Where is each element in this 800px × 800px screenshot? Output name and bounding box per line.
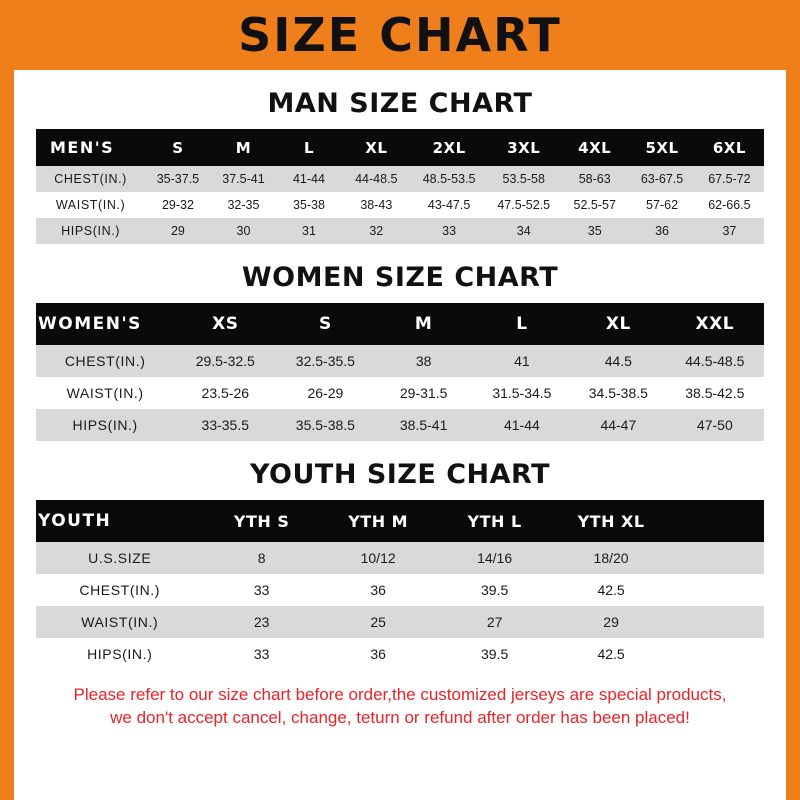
cell: 43-47.5 bbox=[411, 192, 487, 218]
women-size-table-wrap bbox=[14, 303, 786, 441]
cell: 33 bbox=[203, 574, 319, 606]
section-title-man: MAN SIZE CHART bbox=[267, 88, 533, 119]
table-row bbox=[36, 606, 764, 638]
cell: 29 bbox=[553, 606, 669, 638]
man-size-table bbox=[36, 129, 764, 244]
cell: 29 bbox=[145, 218, 211, 244]
table-row bbox=[36, 377, 764, 409]
col-header: XL bbox=[342, 129, 411, 166]
cell: 29-32 bbox=[145, 192, 211, 218]
footer-line-2: we don't accept cancel, change, teturn or refund after order has been placed! bbox=[110, 707, 690, 727]
table-row bbox=[36, 542, 764, 574]
cell: 44.5-48.5 bbox=[666, 345, 764, 377]
row-label: WAIST(IN.) bbox=[36, 377, 174, 409]
cell: 35-37.5 bbox=[145, 166, 211, 192]
cell: 18/20 bbox=[553, 542, 669, 574]
cell: 35-38 bbox=[276, 192, 342, 218]
row-label: WAIST(IN.) bbox=[36, 606, 203, 638]
col-header: YTH XL bbox=[553, 500, 669, 542]
section-title-youth: YOUTH SIZE CHART bbox=[249, 459, 551, 490]
cell: 62-66.5 bbox=[695, 192, 764, 218]
cell: 37.5-41 bbox=[211, 166, 277, 192]
cell: 36 bbox=[629, 218, 695, 244]
cell: 34 bbox=[487, 218, 560, 244]
cell: 41-44 bbox=[473, 409, 571, 441]
cell: 27 bbox=[436, 606, 552, 638]
col-header: XXL bbox=[666, 303, 764, 345]
table-row bbox=[36, 345, 764, 377]
col-header: 3XL bbox=[487, 129, 560, 166]
col-header: L bbox=[276, 129, 342, 166]
col-header: M bbox=[375, 303, 473, 345]
col-header: S bbox=[276, 303, 374, 345]
footer-disclaimer bbox=[14, 684, 786, 730]
col-header: WOMEN'S bbox=[36, 303, 174, 345]
row-label: CHEST(IN.) bbox=[36, 166, 145, 192]
row-label: WAIST(IN.) bbox=[36, 192, 145, 218]
col-header: YTH L bbox=[436, 500, 552, 542]
cell: 57-62 bbox=[629, 192, 695, 218]
col-header: 5XL bbox=[629, 129, 695, 166]
cell: 47-50 bbox=[666, 409, 764, 441]
youth-size-table-wrap bbox=[14, 500, 786, 670]
footer-line-1: Please refer to our size chart before order,the customized jerseys are special products, bbox=[73, 685, 727, 704]
page-banner bbox=[0, 0, 800, 70]
women-size-table bbox=[36, 303, 764, 441]
cell: 39.5 bbox=[436, 574, 552, 606]
cell: 58-63 bbox=[560, 166, 629, 192]
col-header: YTH M bbox=[320, 500, 436, 542]
table-row bbox=[36, 638, 764, 670]
cell: 35 bbox=[560, 218, 629, 244]
cell: 44-48.5 bbox=[342, 166, 411, 192]
cell-spacer bbox=[669, 574, 764, 606]
cell: 31.5-34.5 bbox=[473, 377, 571, 409]
cell: 33 bbox=[411, 218, 487, 244]
col-header: YTH S bbox=[203, 500, 319, 542]
row-label: CHEST(IN.) bbox=[36, 345, 174, 377]
cell: 33-35.5 bbox=[174, 409, 276, 441]
cell: 32.5-35.5 bbox=[276, 345, 374, 377]
cell: 23 bbox=[203, 606, 319, 638]
cell: 30 bbox=[211, 218, 277, 244]
col-header: XL bbox=[571, 303, 666, 345]
cell: 41-44 bbox=[276, 166, 342, 192]
man-size-table-wrap bbox=[14, 129, 786, 244]
page-title: SIZE CHART bbox=[238, 8, 562, 62]
cell: 32-35 bbox=[211, 192, 277, 218]
table-header-row bbox=[36, 129, 764, 166]
cell: 34.5-38.5 bbox=[571, 377, 666, 409]
col-header-spacer bbox=[669, 500, 764, 542]
cell: 35.5-38.5 bbox=[276, 409, 374, 441]
col-header: 6XL bbox=[695, 129, 764, 166]
col-header: MEN'S bbox=[36, 129, 145, 166]
cell: 52.5-57 bbox=[560, 192, 629, 218]
cell: 31 bbox=[276, 218, 342, 244]
table-row bbox=[36, 218, 764, 244]
col-header: M bbox=[211, 129, 277, 166]
table-row bbox=[36, 409, 764, 441]
cell: 10/12 bbox=[320, 542, 436, 574]
cell: 44-47 bbox=[571, 409, 666, 441]
cell-spacer bbox=[669, 638, 764, 670]
table-row bbox=[36, 192, 764, 218]
section-title-women: WOMEN SIZE CHART bbox=[241, 262, 559, 293]
cell: 29.5-32.5 bbox=[174, 345, 276, 377]
cell: 38.5-41 bbox=[375, 409, 473, 441]
cell: 38-43 bbox=[342, 192, 411, 218]
col-header: 4XL bbox=[560, 129, 629, 166]
row-label: HIPS(IN.) bbox=[36, 218, 145, 244]
row-label: CHEST(IN.) bbox=[36, 574, 203, 606]
row-label: HIPS(IN.) bbox=[36, 409, 174, 441]
col-header: XS bbox=[174, 303, 276, 345]
youth-size-table bbox=[36, 500, 764, 670]
cell: 67.5-72 bbox=[695, 166, 764, 192]
row-label: U.S.SIZE bbox=[36, 542, 203, 574]
table-row bbox=[36, 166, 764, 192]
cell: 36 bbox=[320, 638, 436, 670]
cell-spacer bbox=[669, 606, 764, 638]
cell: 41 bbox=[473, 345, 571, 377]
cell: 38.5-42.5 bbox=[666, 377, 764, 409]
cell: 32 bbox=[342, 218, 411, 244]
cell: 39.5 bbox=[436, 638, 552, 670]
col-header: YOUTH bbox=[36, 500, 203, 542]
cell: 42.5 bbox=[553, 638, 669, 670]
cell: 36 bbox=[320, 574, 436, 606]
cell: 29-31.5 bbox=[375, 377, 473, 409]
cell: 47.5-52.5 bbox=[487, 192, 560, 218]
cell: 25 bbox=[320, 606, 436, 638]
cell: 14/16 bbox=[436, 542, 552, 574]
cell: 44.5 bbox=[571, 345, 666, 377]
col-header: L bbox=[473, 303, 571, 345]
cell: 26-29 bbox=[276, 377, 374, 409]
cell-spacer bbox=[669, 542, 764, 574]
table-header-row bbox=[36, 500, 764, 542]
cell: 38 bbox=[375, 345, 473, 377]
col-header: 2XL bbox=[411, 129, 487, 166]
cell: 42.5 bbox=[553, 574, 669, 606]
table-header-row bbox=[36, 303, 764, 345]
cell: 33 bbox=[203, 638, 319, 670]
row-label: HIPS(IN.) bbox=[36, 638, 203, 670]
cell: 53.5-58 bbox=[487, 166, 560, 192]
cell: 8 bbox=[203, 542, 319, 574]
cell: 23.5-26 bbox=[174, 377, 276, 409]
cell: 48.5-53.5 bbox=[411, 166, 487, 192]
cell: 63-67.5 bbox=[629, 166, 695, 192]
col-header: S bbox=[145, 129, 211, 166]
table-row bbox=[36, 574, 764, 606]
cell: 37 bbox=[695, 218, 764, 244]
